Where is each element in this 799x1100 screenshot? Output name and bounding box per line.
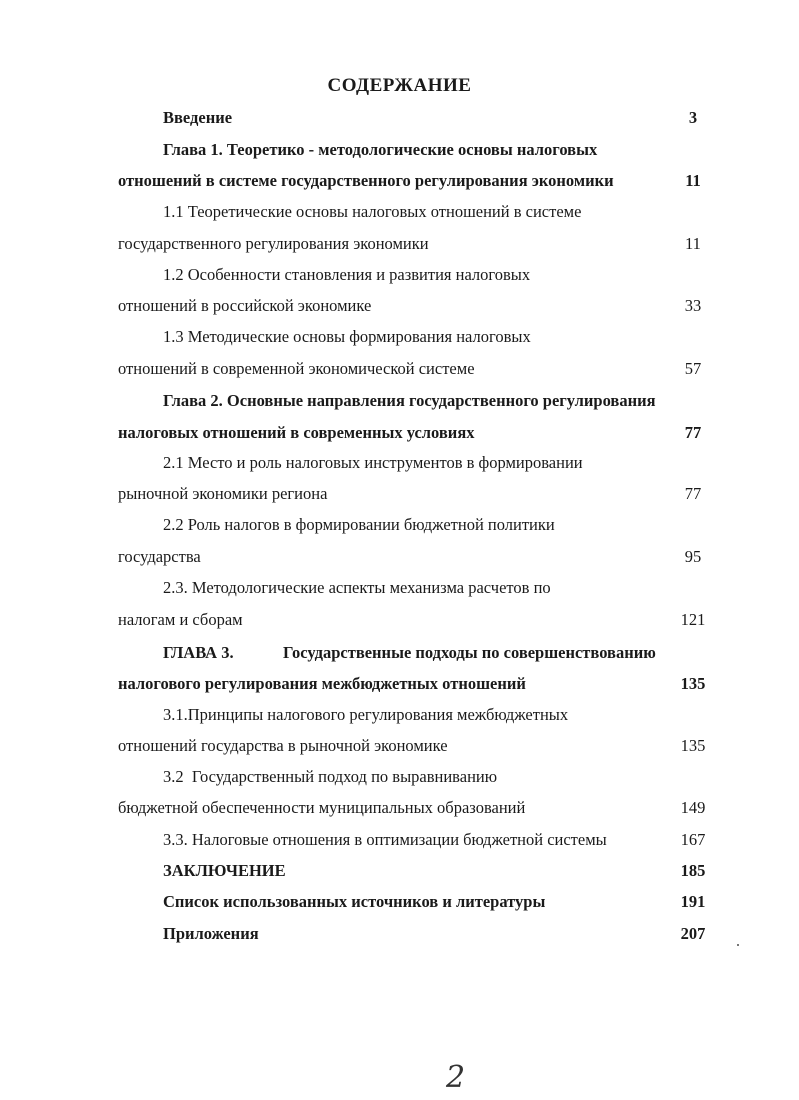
toc-page-number: 207: [680, 924, 706, 943]
toc-page-number: 135: [680, 674, 706, 693]
toc-entry-conclusion: [118, 859, 713, 883]
toc-page-number: 57: [684, 359, 702, 378]
toc-entry-text: налогового регулирования межбюджетных отношений: [118, 674, 526, 693]
page-title: СОДЕРЖАНИЕ: [327, 75, 472, 96]
toc-entry-text: рыночной экономики региона: [118, 484, 328, 503]
toc-section-2-3-line1: [118, 576, 713, 600]
toc-entry-text: ГЛАВА 3.: [163, 643, 234, 662]
toc-entry-text: отношений государства в рыночной экономике: [118, 736, 448, 755]
toc-section-1-2-line1: [118, 263, 713, 287]
toc-page-number: 77: [684, 423, 702, 442]
toc-section-1-3-line2: [118, 357, 713, 381]
toc-entry-text: Глава 1. Теоретико - методологические основы налоговых: [163, 140, 598, 159]
toc-section-3-2-line2: [118, 796, 713, 820]
toc-entry-sources: [118, 890, 713, 914]
toc-page-number: 95: [684, 547, 702, 566]
toc-section-3-1-line2: [118, 734, 713, 758]
toc-section-2-3-line2: [118, 608, 713, 632]
toc-page-number: 149: [680, 798, 706, 817]
toc-entry-text: 3.2 Государственный подход по выравниванию: [163, 767, 498, 786]
toc-page-number: 11: [685, 234, 701, 253]
toc-page-number: 11: [685, 171, 701, 190]
toc-page-number: 77: [684, 484, 702, 503]
toc-entry-text: Приложения: [163, 924, 259, 943]
toc-entry-text: 3.1.Принципы налогового регулирования межбюджетных: [163, 705, 569, 724]
toc-chapter-2-line1: [118, 389, 743, 413]
toc-page-number: 167: [680, 830, 706, 849]
toc-entry-text: отношений в системе государственного регулирования экономики: [118, 171, 614, 190]
toc-section-2-2-line2: [118, 545, 713, 569]
toc-entry-text: ЗАКЛЮЧЕНИЕ: [163, 861, 286, 880]
toc-entry-text: Список использованных источников и литературы: [163, 892, 546, 911]
toc-page-number: 33: [684, 296, 702, 315]
toc-entry-text: 2.3. Методологические аспекты механизма расчетов по: [163, 578, 551, 597]
toc-section-1-2-line2: [118, 294, 713, 318]
toc-entry-intro: [118, 106, 713, 130]
toc-chapter-3-line2: [118, 672, 713, 696]
toc-section-1-1-line1: [118, 200, 713, 224]
toc-entry-text: бюджетной обеспеченности муниципальных образований: [118, 798, 526, 817]
toc-section-1-1-line2: [118, 232, 713, 256]
toc-page-number: 3: [688, 108, 698, 127]
toc-section-2-1-line1: [118, 451, 713, 475]
toc-section-3-2-line1: [118, 765, 713, 789]
scan-speck: [737, 944, 739, 946]
toc-entry-text: Глава 2. Основные направления государственного регулирования: [163, 391, 656, 410]
handwritten-page-number: 2: [446, 1060, 466, 1095]
toc-entry-text: Введение: [163, 108, 233, 127]
toc-page-number: 121: [680, 610, 706, 629]
toc-page-number: 185: [680, 861, 706, 880]
toc-section-2-1-line2: [118, 482, 713, 506]
toc-entry-text: отношений в российской экономике: [118, 296, 372, 315]
toc-page-number: 135: [680, 736, 706, 755]
toc-entry-appendix: [118, 922, 713, 946]
toc-section-2-2-line1: [118, 513, 713, 537]
toc-entry-text: налогам и сборам: [118, 610, 243, 629]
toc-page-number: 191: [680, 892, 706, 911]
toc-section-3-3: [118, 828, 713, 852]
toc-entry-text: 2.1 Место и роль налоговых инструментов в формировании: [163, 453, 583, 472]
toc-chapter-1-line1: [118, 138, 713, 162]
toc-entry-text: налоговых отношений в современных условиях: [118, 423, 475, 442]
toc-chapter-2-line2: [118, 421, 713, 445]
toc-entry-text: 1.3 Методические основы формирования налоговых: [163, 327, 531, 346]
toc-entry-text: государственного регулирования экономики: [118, 234, 429, 253]
toc-section-1-3-line1: [118, 325, 713, 349]
toc-section-3-1-line1: [118, 703, 713, 727]
toc-entry-text: 3.3. Налоговые отношения в оптимизации бюджетной системы: [163, 830, 607, 849]
toc-entry-text: 1.2 Особенности становления и развития налоговых: [163, 265, 531, 284]
toc-chapter-3-line1: [118, 641, 743, 665]
toc-entry-text: 2.2 Роль налогов в формировании бюджетной политики: [163, 515, 555, 534]
toc-entry-text: государства: [118, 547, 201, 566]
toc-entry-text: 1.1 Теоретические основы налоговых отношений в системе: [163, 202, 582, 221]
toc-entry-text: отношений в современной экономической системе: [118, 359, 475, 378]
toc-chapter-1-line2: [118, 169, 713, 193]
toc-entry-text: Государственные подходы по совершенствованию: [283, 643, 656, 662]
